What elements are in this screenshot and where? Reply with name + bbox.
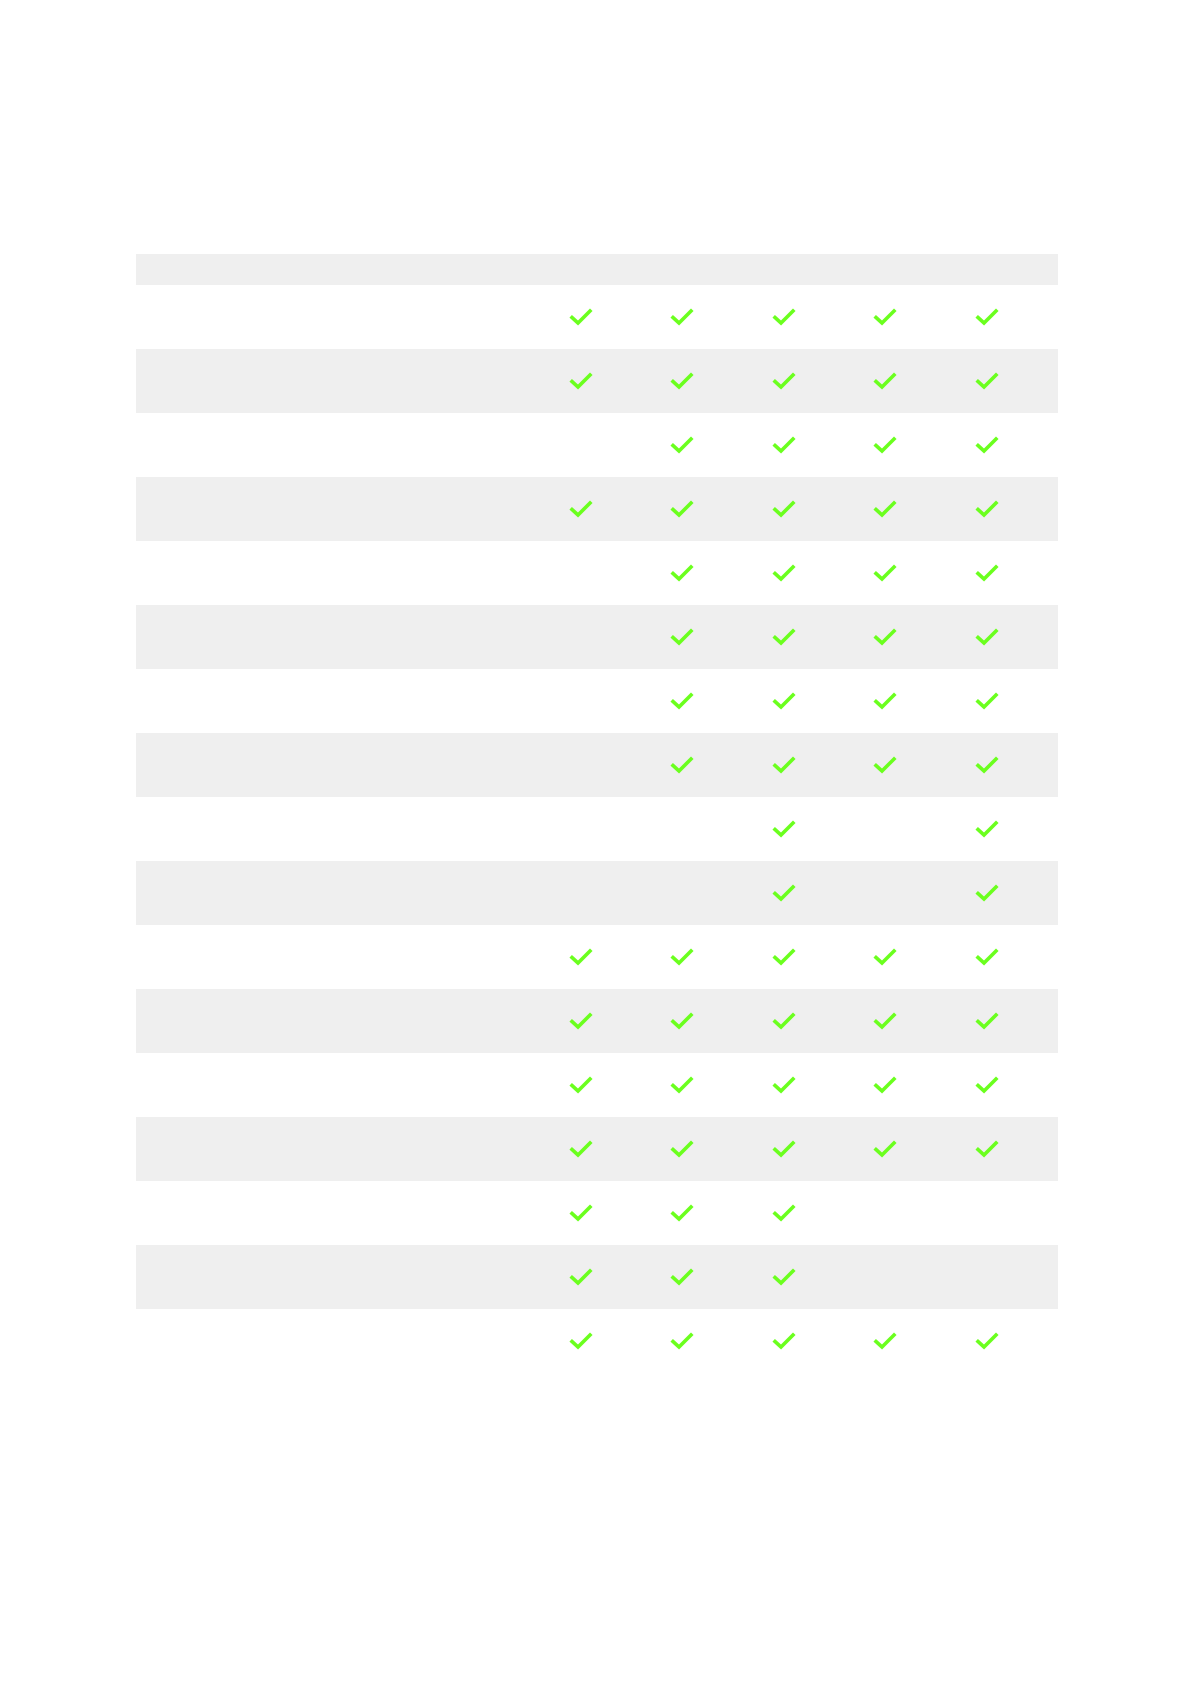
table-cell xyxy=(936,349,1038,413)
table-cell xyxy=(835,477,937,541)
table-row xyxy=(136,605,1058,669)
table-header-row xyxy=(136,254,1058,285)
check-icon xyxy=(772,1267,796,1287)
table-cell xyxy=(835,349,937,413)
table-cell xyxy=(733,285,835,349)
check-icon xyxy=(772,1075,796,1095)
check-icon xyxy=(873,307,897,327)
table-row xyxy=(136,477,1058,541)
table-cell xyxy=(530,349,632,413)
table-cell xyxy=(733,1053,835,1117)
table-cell xyxy=(733,541,835,605)
table-cell xyxy=(936,477,1038,541)
table-cell xyxy=(632,349,734,413)
table-cell xyxy=(936,733,1038,797)
check-icon xyxy=(772,883,796,903)
check-icon xyxy=(873,627,897,647)
table-cell xyxy=(733,1181,835,1245)
table-cell xyxy=(936,797,1038,861)
row-label-cell xyxy=(136,285,530,349)
check-icon xyxy=(670,499,694,519)
check-icon xyxy=(670,435,694,455)
row-label-cell xyxy=(136,1245,530,1309)
table-cell xyxy=(530,1309,632,1373)
table-row xyxy=(136,349,1058,413)
table-cell xyxy=(632,605,734,669)
row-label-cell xyxy=(136,413,530,477)
check-icon xyxy=(569,1203,593,1223)
table-cell xyxy=(530,605,632,669)
check-icon xyxy=(670,307,694,327)
table-cell xyxy=(835,797,937,861)
check-icon xyxy=(975,1075,999,1095)
table-cell xyxy=(530,1245,632,1309)
table-cell xyxy=(835,541,937,605)
table-cell xyxy=(733,605,835,669)
table-cell xyxy=(835,1245,937,1309)
check-icon xyxy=(569,1011,593,1031)
check-icon xyxy=(873,371,897,391)
check-icon xyxy=(975,947,999,967)
table-cell xyxy=(835,605,937,669)
table-cell xyxy=(632,733,734,797)
table-cell xyxy=(733,989,835,1053)
check-icon xyxy=(975,435,999,455)
table-cell xyxy=(936,1053,1038,1117)
check-icon xyxy=(975,1331,999,1351)
check-icon xyxy=(975,499,999,519)
table-cell xyxy=(530,1053,632,1117)
table-cell xyxy=(936,925,1038,989)
table-cell xyxy=(835,1053,937,1117)
table-cell xyxy=(835,861,937,925)
table-row xyxy=(136,669,1058,733)
table-cell xyxy=(530,541,632,605)
table-cell xyxy=(632,925,734,989)
check-icon xyxy=(569,1075,593,1095)
table-cell xyxy=(632,1117,734,1181)
check-icon xyxy=(772,627,796,647)
table-cell xyxy=(733,1309,835,1373)
check-icon xyxy=(772,947,796,967)
check-icon xyxy=(873,1011,897,1031)
table-row xyxy=(136,1117,1058,1181)
check-icon xyxy=(670,1075,694,1095)
check-icon xyxy=(670,1203,694,1223)
table-cell xyxy=(936,669,1038,733)
table-cell xyxy=(632,477,734,541)
table-cell xyxy=(632,413,734,477)
check-icon xyxy=(772,819,796,839)
table-cell xyxy=(530,477,632,541)
check-icon xyxy=(670,1139,694,1159)
table-cell xyxy=(835,413,937,477)
check-icon xyxy=(772,563,796,583)
check-icon xyxy=(975,627,999,647)
check-icon xyxy=(772,691,796,711)
table-cell xyxy=(632,1053,734,1117)
table-row xyxy=(136,733,1058,797)
table-row xyxy=(136,1245,1058,1309)
row-label-cell xyxy=(136,669,530,733)
row-label-cell xyxy=(136,925,530,989)
table-cell xyxy=(632,285,734,349)
check-icon xyxy=(772,499,796,519)
check-icon xyxy=(569,307,593,327)
table-row xyxy=(136,541,1058,605)
check-icon xyxy=(873,435,897,455)
check-icon xyxy=(569,371,593,391)
table-cell xyxy=(835,1117,937,1181)
table-cell xyxy=(936,541,1038,605)
check-icon xyxy=(975,755,999,775)
check-icon xyxy=(975,883,999,903)
table-cell xyxy=(835,285,937,349)
row-label-cell xyxy=(136,797,530,861)
check-icon xyxy=(670,563,694,583)
check-icon xyxy=(975,563,999,583)
check-icon xyxy=(772,1331,796,1351)
check-icon xyxy=(873,755,897,775)
table-cell xyxy=(530,1117,632,1181)
table-cell xyxy=(530,285,632,349)
table-cell xyxy=(632,861,734,925)
table-cell xyxy=(632,1309,734,1373)
row-label-cell xyxy=(136,605,530,669)
table-cell xyxy=(733,413,835,477)
feature-comparison-table xyxy=(136,254,1058,1373)
table-cell xyxy=(835,733,937,797)
table-cell xyxy=(530,797,632,861)
table-cell xyxy=(936,1245,1038,1309)
check-icon xyxy=(873,499,897,519)
table-cell xyxy=(530,413,632,477)
check-icon xyxy=(772,1139,796,1159)
check-icon xyxy=(772,1203,796,1223)
row-label-cell xyxy=(136,1181,530,1245)
table-cell xyxy=(733,797,835,861)
check-icon xyxy=(670,947,694,967)
check-icon xyxy=(569,947,593,967)
check-icon xyxy=(772,371,796,391)
check-icon xyxy=(569,1331,593,1351)
table-cell xyxy=(530,669,632,733)
check-icon xyxy=(670,371,694,391)
table-row xyxy=(136,1053,1058,1117)
check-icon xyxy=(569,1267,593,1287)
table-row xyxy=(136,285,1058,349)
table-cell xyxy=(733,861,835,925)
table-body xyxy=(136,285,1058,1373)
table-cell xyxy=(936,1309,1038,1373)
table-cell xyxy=(835,1181,937,1245)
table-cell xyxy=(835,1309,937,1373)
check-icon xyxy=(670,1267,694,1287)
check-icon xyxy=(873,1075,897,1095)
table-row xyxy=(136,861,1058,925)
check-icon xyxy=(569,499,593,519)
table-cell xyxy=(936,1181,1038,1245)
row-label-cell xyxy=(136,989,530,1053)
check-icon xyxy=(873,947,897,967)
row-label-cell xyxy=(136,861,530,925)
check-icon xyxy=(772,307,796,327)
table-row xyxy=(136,797,1058,861)
table-cell xyxy=(733,1117,835,1181)
table-cell xyxy=(530,861,632,925)
table-cell xyxy=(632,1181,734,1245)
table-row xyxy=(136,1309,1058,1373)
row-label-cell xyxy=(136,1117,530,1181)
table-cell xyxy=(632,989,734,1053)
table-cell xyxy=(530,733,632,797)
check-icon xyxy=(873,563,897,583)
table-cell xyxy=(733,925,835,989)
table-cell xyxy=(936,1117,1038,1181)
table-cell xyxy=(733,669,835,733)
table-cell xyxy=(733,733,835,797)
check-icon xyxy=(975,307,999,327)
check-icon xyxy=(670,755,694,775)
check-icon xyxy=(975,691,999,711)
check-icon xyxy=(975,1011,999,1031)
check-icon xyxy=(975,819,999,839)
table-cell xyxy=(733,349,835,413)
table-cell xyxy=(936,285,1038,349)
row-label-cell xyxy=(136,349,530,413)
check-icon xyxy=(975,1139,999,1159)
table-cell xyxy=(632,797,734,861)
check-icon xyxy=(569,1139,593,1159)
table-cell xyxy=(835,925,937,989)
row-label-cell xyxy=(136,1053,530,1117)
check-icon xyxy=(670,691,694,711)
check-icon xyxy=(772,755,796,775)
table-row xyxy=(136,1181,1058,1245)
row-label-cell xyxy=(136,733,530,797)
check-icon xyxy=(670,627,694,647)
table-cell xyxy=(530,1181,632,1245)
table-row xyxy=(136,989,1058,1053)
table-row xyxy=(136,413,1058,477)
table-cell xyxy=(530,925,632,989)
table-cell xyxy=(936,989,1038,1053)
table-cell xyxy=(530,989,632,1053)
table-cell xyxy=(936,605,1038,669)
table-cell xyxy=(632,1245,734,1309)
row-label-cell xyxy=(136,477,530,541)
check-icon xyxy=(975,371,999,391)
check-icon xyxy=(873,1139,897,1159)
check-icon xyxy=(772,435,796,455)
table-cell xyxy=(733,1245,835,1309)
table-cell xyxy=(733,477,835,541)
row-label-cell xyxy=(136,1309,530,1373)
row-label-cell xyxy=(136,541,530,605)
check-icon xyxy=(873,691,897,711)
table-cell xyxy=(632,669,734,733)
check-icon xyxy=(873,1331,897,1351)
table-cell xyxy=(936,413,1038,477)
check-icon xyxy=(772,1011,796,1031)
check-icon xyxy=(670,1011,694,1031)
table-row xyxy=(136,925,1058,989)
table-cell xyxy=(835,989,937,1053)
table-cell xyxy=(936,861,1038,925)
table-cell xyxy=(835,669,937,733)
check-icon xyxy=(670,1331,694,1351)
table-cell xyxy=(632,541,734,605)
